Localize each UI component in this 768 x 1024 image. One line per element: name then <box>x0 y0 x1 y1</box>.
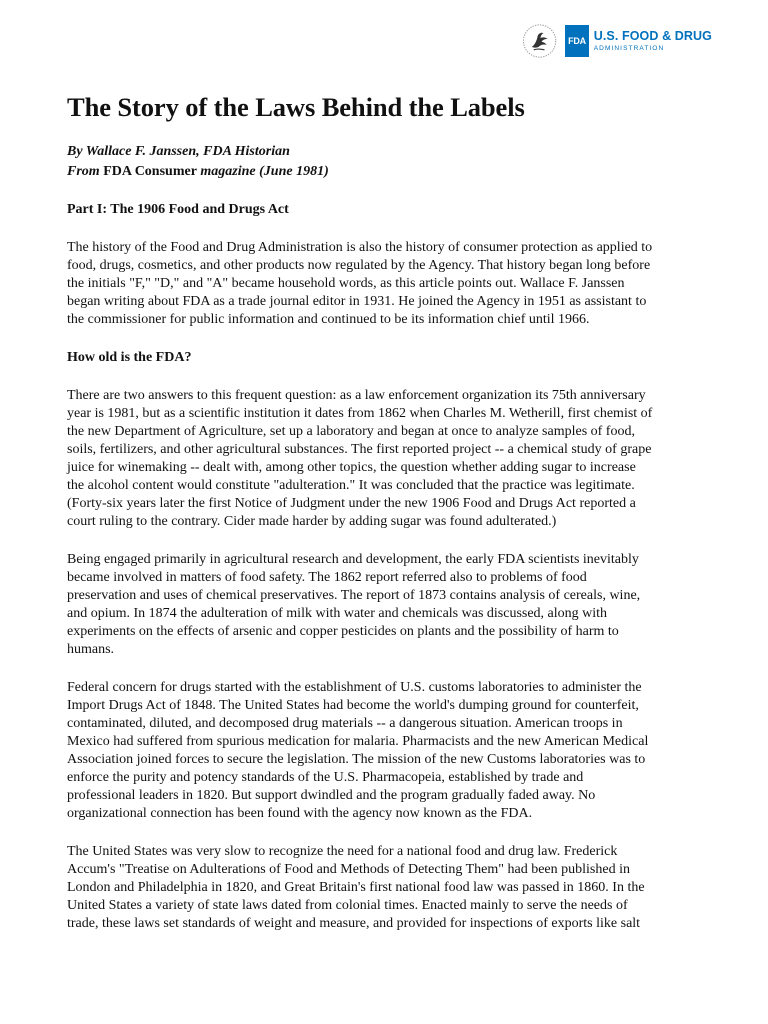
paragraph-line: The history of the Food and Drug Administration is also the history of consumer protection as applied to <box>67 239 653 255</box>
byline-author: By Wallace F. Janssen, FDA Historian <box>67 143 290 159</box>
paragraph-line: contaminated, diluted, and decomposed drug materials -- a dangerous situation. American troops in <box>67 715 623 731</box>
fda-wordmark <box>594 30 712 52</box>
body-paragraph <box>67 387 707 531</box>
intro-paragraph <box>67 239 707 329</box>
paragraph-line: humans. <box>67 641 115 657</box>
paragraph-line: the new Department of Agriculture, set up a laboratory and began at once to analyze samples of food, <box>67 423 635 439</box>
paragraph-line: court ruling to the contrary. Cider made harder by adding sugar was found adulterated.) <box>67 513 557 529</box>
section-heading: How old is the FDA? <box>67 349 192 365</box>
paragraph-line: preservation and uses of chemical preservatives. The report of 1873 contains analysis of cereals, wine, <box>67 587 641 603</box>
fda-logo-title: U.S. FOOD & DRUG <box>593 29 712 43</box>
body-paragraph <box>67 679 707 823</box>
byline <box>67 142 707 182</box>
paragraph-line: food, drugs, cosmetics, and other products now regulated by the Agency. That history began long before <box>67 257 651 273</box>
paragraph-line: professional leaders in 1820. But support dwindled and the program gradually faded away. No <box>67 787 596 803</box>
fda-logo-mark: FDA <box>565 25 588 57</box>
body-paragraph <box>67 551 707 659</box>
paragraph-line: (Forty-six years later the first Notice of Judgment under the new 1906 Food and Drugs Act reported a <box>67 495 636 511</box>
paragraph-line: Mexico had suffered from spurious medication for malaria. Pharmacists and the new American Medical <box>67 733 649 749</box>
paragraph-line: Import Drugs Act of 1848. The United States had become the world's dumping ground for counterfeit, <box>67 697 639 713</box>
paragraph-line: began writing about FDA as a trade journal editor in 1931. He joined the Agency in 1951 as assistant to <box>67 293 647 309</box>
paragraph-line: enforce the purity and potency standards of the U.S. Pharmacopeia, established by trade and <box>67 769 584 785</box>
paragraph-line: Association joined forces to secure the legislation. The mission of the new Customs laboratories was to <box>67 751 646 767</box>
page-title: The Story of the Laws Behind the Labels <box>67 92 525 122</box>
paragraph-line: juice for winemaking -- dealt with, among other topics, the question whether adding sugar to increase <box>67 459 636 475</box>
paragraph-line: Accum's "Treatise on Adulterations of Food and Methods of Detecting Them" had been published in <box>67 861 630 877</box>
paragraph-line: year is 1981, but as a scientific institution it dates from 1862 when Charles M. Wetherill, first chemist of <box>67 405 653 421</box>
paragraph-line: Federal concern for drugs started with the establishment of U.S. customs laboratories to administer the <box>67 679 642 695</box>
fda-logo[interactable] <box>522 22 712 60</box>
paragraph-line: The United States was very slow to recognize the need for a national food and drug law. Frederick <box>67 843 618 859</box>
byline-publication: FDA Consumer <box>103 163 197 179</box>
paragraph-line: experiments on the effects of arsenic and copper pesticides on plants and the possibility of harm to <box>67 623 619 639</box>
hhs-eagle-seal-icon <box>522 23 557 59</box>
byline-magazine: magazine (June 1981) <box>200 163 329 179</box>
paragraph-line: Being engaged primarily in agricultural research and development, the early FDA scientists inevitably <box>67 551 639 567</box>
byline-from: From <box>67 163 100 179</box>
paragraph-line: the commissioner for public information and continued to be its information chief until 1966. <box>67 311 590 327</box>
paragraph-line: London and Philadelphia in 1820, and Great Britain's first national food law was passed in 1860. In the <box>67 879 645 895</box>
body-paragraph <box>67 843 707 933</box>
part-heading: Part I: The 1906 Food and Drugs Act <box>67 201 289 217</box>
paragraph-line: the alcohol content would constitute "adulteration." It was concluded that the practice was legitimate. <box>67 477 635 493</box>
paragraph-line: organizational connection has been found with the agency now known as the FDA. <box>67 805 533 821</box>
article <box>67 92 707 933</box>
paragraph-line: soils, fertilizers, and other agricultural substances. The first reported project -- a chemical study of grape <box>67 441 652 457</box>
byline-source <box>67 162 707 182</box>
paragraph-line: became involved in matters of food safety. The 1862 report referred also to problems of food <box>67 569 587 585</box>
paragraph-line: trade, these laws set standards of weight and measure, and provided for inspections of exports like salt <box>67 915 641 931</box>
fda-logo-subtitle: ADMINISTRATION <box>593 44 665 52</box>
paragraph-line: and opium. In 1874 the adulteration of milk with water and chemicals was discussed, along with <box>67 605 608 621</box>
paragraph-line: United States a variety of state laws dated from colonial times. Enacted mainly to serve the needs of <box>67 897 628 913</box>
paragraph-line: the initials "F," "D," and "A" became household words, as this article points out. Wallace F. Janssen <box>67 275 625 291</box>
paragraph-line: There are two answers to this frequent question: as a law enforcement organization its 75th anniversary <box>67 387 646 403</box>
